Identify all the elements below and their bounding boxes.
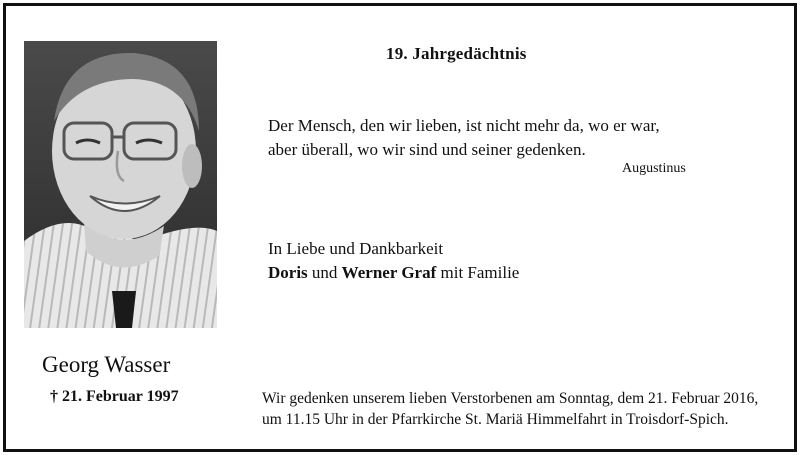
family-signature bbox=[268, 237, 519, 285]
family-name-second: Werner Graf bbox=[341, 263, 437, 282]
deceased-name: Georg Wasser bbox=[42, 352, 171, 377]
service-line: um 11.15 Uhr in der Pfarrkirche St. Mariä Himmelfahrt in Troisdorf-Spich. bbox=[262, 411, 729, 428]
closing-text: In Liebe und Dankbarkeit bbox=[268, 239, 444, 258]
service-line: Wir gedenken unserem lieben Verstorbenen am Sonntag, dem 21. Februar 2016, bbox=[262, 390, 759, 407]
family-suffix: mit Familie bbox=[440, 263, 520, 282]
service-announcement bbox=[262, 388, 758, 430]
obituary-card bbox=[3, 3, 797, 452]
quote-line: Der Mensch, den wir lieben, ist nicht mehr da, wo er war, bbox=[268, 116, 660, 135]
quote-author: Augustinus bbox=[622, 161, 686, 176]
family-names bbox=[268, 261, 519, 285]
death-date: † 21. Februar 1997 bbox=[50, 388, 179, 405]
family-conjunction: und bbox=[311, 263, 338, 282]
family-name-first: Doris bbox=[268, 263, 308, 282]
quote-line: aber überall, wo wir sind und seiner gedenken. bbox=[268, 140, 586, 159]
anniversary-heading: 19. Jahrgedächtnis bbox=[386, 44, 527, 63]
memorial-quote bbox=[268, 114, 660, 162]
portrait-photo bbox=[24, 41, 217, 328]
